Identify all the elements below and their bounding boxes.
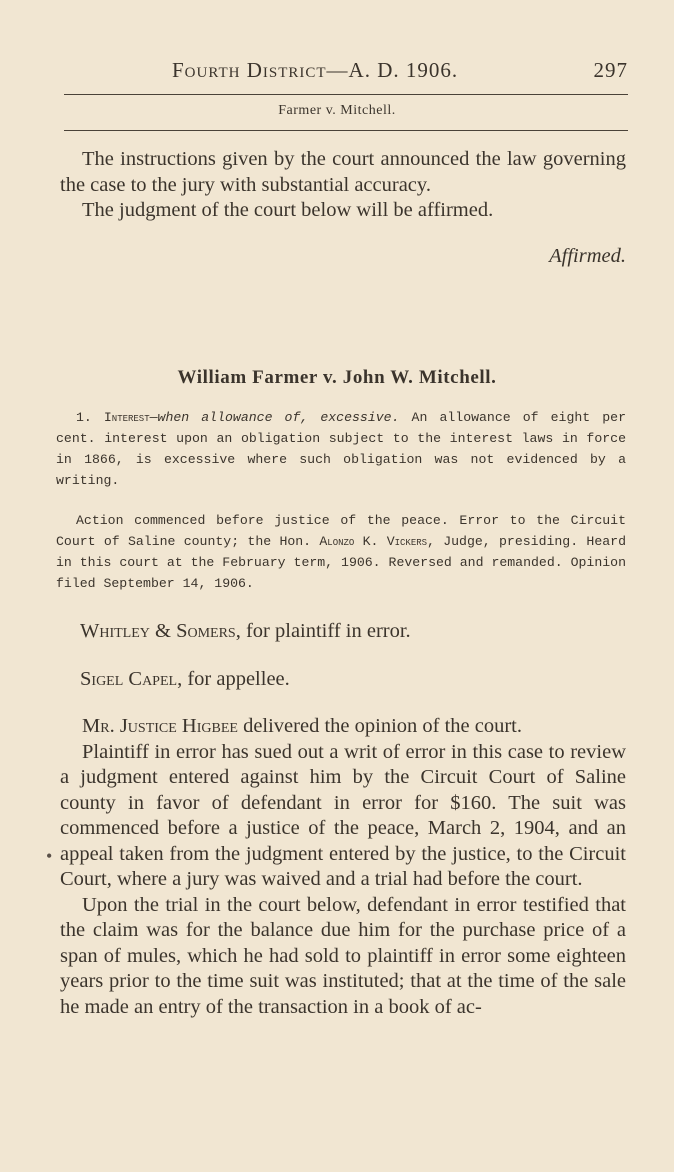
attorney-plaintiff	[80, 620, 411, 643]
procedural-text-2: , Judge, presiding. Heard in this court at the February term, 1906. Reversed and remanded. Opinion filed September 14, 1906.	[56, 534, 626, 591]
opinion-paragraph: Upon the trial in the court below, defendant in error testified that the claim was for the balance due him for the purchase price of a span of mules, which he had sold to plaintiff in error some eighteen years prior to the time suit was instituted; that at the time of the sale he made an entry of the transaction in a book of ac-	[60, 893, 626, 1018]
opinion	[60, 714, 626, 1020]
previous-case-judgment: The judgment of the court below will be affirmed.	[82, 199, 494, 221]
headnote-topic: Interest	[103, 410, 150, 425]
page-number: 297	[593, 58, 628, 82]
running-head	[60, 58, 632, 88]
attorney-appellee-role: , for appellee.	[177, 668, 290, 690]
header-rule-top	[64, 94, 628, 95]
attorney-plaintiff-name: Whitley & Somers	[80, 620, 236, 642]
disposition-affirmed: Affirmed.	[549, 245, 626, 267]
opinion-author: Mr. Justice Higbee	[82, 715, 238, 737]
procedural-text-1: Action commenced before justice of the peace. Error to the Circuit Court of Saline county; the Hon.	[56, 513, 626, 549]
procedural-history	[56, 510, 626, 594]
judge-name: Alonzo K. Vickers	[319, 534, 428, 549]
case-title: William Farmer v. John W. Mitchell.	[177, 367, 497, 388]
running-title: Fourth District—A. D. 1906.	[172, 58, 459, 82]
case-caption: Farmer v. Mitchell.	[278, 103, 396, 118]
attorney-appellee	[80, 668, 290, 691]
previous-case-paragraph: The instructions given by the court announced the law governing the case to the jury with substantial accuracy.	[60, 148, 626, 196]
headnote-number: 1.	[76, 410, 92, 425]
attorney-appellee-name: Sigel Capel	[80, 668, 178, 690]
headnote-subtopic: when allowance of, excessive.	[157, 410, 400, 425]
previous-case-conclusion	[60, 147, 626, 224]
opinion-intro	[60, 714, 626, 740]
opinion-intro-text: delivered the opinion of the court.	[237, 715, 523, 737]
attorney-plaintiff-role: , for plaintiff in error.	[235, 620, 411, 642]
margin-mark: •	[46, 846, 53, 866]
headnote-dash: —	[149, 410, 158, 425]
headnote	[56, 407, 626, 491]
opinion-paragraph: Plaintiff in error has sued out a writ of error in this case to review a judgment entered against him by the Circuit Court of Saline county in favor of defendant in error for $160. The suit was commenced before a justice of the peace, March 2, 1904, and an appeal taken from the judgment entered by the justice, to the Circuit Court, where a jury was waived and a trial had before the court.	[60, 740, 626, 890]
headnote-text: An allowance of eight per cent. interest upon an obligation subject to the interest laws in force in 1866, is excessive where such obligation was not evidenced by a writing.	[56, 410, 626, 488]
header-rule-bottom	[64, 130, 628, 131]
